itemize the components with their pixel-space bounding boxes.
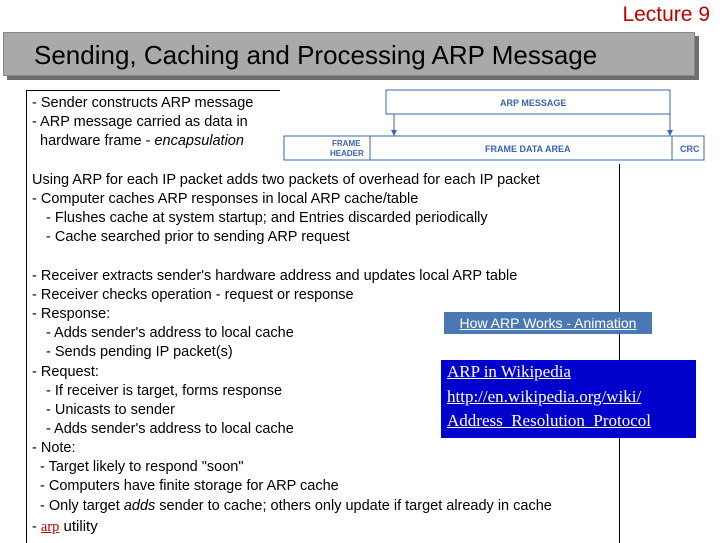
utility-word: utility	[59, 518, 98, 535]
intro-line-1: - Sender constructs ARP message	[32, 95, 254, 111]
arp-utility-link[interactable]: arp	[40, 519, 60, 535]
encapsulation-word: encapsulation	[154, 133, 244, 149]
frame-data-area-label: FRAME DATA AREA	[485, 144, 571, 154]
intro-line-3-text: hardware frame -	[40, 133, 155, 149]
wikipedia-link-line-1[interactable]: ARP in Wikipedia	[447, 362, 571, 381]
frame-header-label-2: HEADER	[330, 149, 364, 158]
receiver-line-3: - Response:	[32, 306, 111, 322]
intro-line-3	[40, 133, 244, 149]
right-arrow-icon	[667, 130, 673, 136]
lecture-label: Lecture 9	[622, 3, 710, 26]
crc-label: CRC	[680, 144, 700, 154]
receiver-line-11: - Target likely to respond "soon"	[40, 459, 244, 475]
receiver-line-10: - Note:	[32, 440, 76, 456]
arp-utility-dash: -	[32, 519, 41, 535]
receiver-line-7: - If receiver is target, forms response	[46, 383, 283, 399]
wikipedia-link-line-3[interactable]: Address_Resolution_Protocol	[447, 411, 651, 430]
receiver-line-5: - Sends pending IP packet(s)	[46, 344, 233, 360]
frame-header-label-1: FRAME	[332, 139, 361, 148]
overhead-line-2: - Computer caches ARP responses in local ARP cache/table	[32, 191, 419, 207]
receiver-line-1: - Receiver extracts sender's hardware address and updates local ARP table	[32, 268, 518, 284]
receiver-line-2: - Receiver checks operation - request or response	[32, 287, 354, 303]
overhead-line-1: Using ARP for each IP packet adds two packets of overhead for each IP packet	[32, 172, 540, 188]
arp-frame-diagram	[280, 86, 710, 164]
receiver-line-6: - Request:	[32, 364, 99, 380]
title-bar	[3, 32, 695, 76]
receiver-line-12: - Computers have finite storage for ARP cache	[40, 478, 339, 494]
intro-line-2: - ARP message carried as data in	[32, 114, 248, 130]
arp-message-label: ARP MESSAGE	[500, 98, 567, 108]
left-arrow-icon	[391, 130, 397, 136]
adds-word: adds	[123, 498, 156, 514]
arp-animation-link[interactable]: How ARP Works - Animation	[444, 312, 652, 334]
arp-utility-line	[32, 518, 98, 536]
receiver-line-9: - Adds sender's address to local cache	[46, 421, 294, 437]
wikipedia-link-box[interactable]	[441, 360, 696, 438]
receiver-line-13	[40, 498, 552, 514]
only-target-suffix: sender to cache; others only update if target already in cache	[155, 498, 552, 514]
only-target-prefix: - Only target	[40, 498, 124, 514]
overhead-line-4: - Cache searched prior to sending ARP request	[46, 229, 350, 245]
receiver-line-8: - Unicasts to sender	[46, 402, 175, 418]
overhead-line-3: - Flushes cache at system startup; and Entries discarded periodically	[46, 210, 488, 226]
wikipedia-link-line-2[interactable]: http://en.wikipedia.org/wiki/	[447, 386, 642, 406]
page-title: Sending, Caching and Processing ARP Message	[34, 40, 598, 70]
receiver-line-4: - Adds sender's address to local cache	[46, 325, 294, 341]
